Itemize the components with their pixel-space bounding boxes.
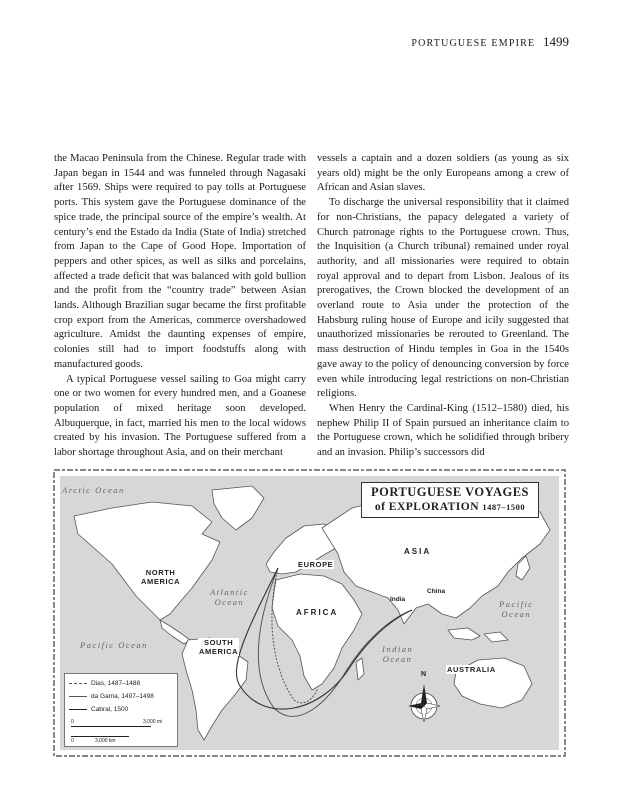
south-america-line1: SOUTH [203, 638, 234, 647]
atlantic-label-line2: Ocean [214, 597, 245, 607]
dias-route-swatch [69, 683, 87, 684]
asia-label: ASIA [404, 547, 432, 556]
south-america-line2: AMERICA [199, 647, 239, 656]
legend-cabral: Cabral, 1500 [91, 706, 129, 713]
running-head [411, 34, 569, 50]
scale-zero-mi: 0 [71, 719, 74, 725]
right-column [317, 152, 569, 461]
running-head-title: PORTUGUESE EMPIRE [411, 38, 536, 49]
legend-dias: Dias, 1487–1488 [91, 680, 141, 687]
pacific-ocean-east-label [499, 599, 534, 619]
pacific-ocean-west-label: Pacific Ocean [80, 640, 148, 650]
south-america-label [198, 638, 239, 656]
gama-route-swatch [69, 696, 87, 697]
page-number: 1499 [543, 34, 569, 49]
indian-ocean-label [382, 644, 413, 664]
scale-label-km: 3,000 km [95, 738, 116, 744]
arctic-ocean-label: Arctic Ocean [62, 485, 125, 495]
scale-bar-km [71, 736, 129, 737]
indian-label-line1: Indian [382, 644, 414, 654]
china-label: China [427, 588, 446, 595]
paragraph: A typical Portuguese vessel sailing to Goa might carry one or two women for every hundred men, and a Goanese population of mixed heritage soon developed. Albuquerque, in fact, married his men to the local widows created by his invasion. The Portuguese suffered from a labor shortage throughout Asia, and on their merchant [54, 373, 306, 459]
cabral-route-swatch [69, 709, 87, 710]
map-legend [64, 673, 178, 747]
map-title-years: 1487–1500 [482, 502, 526, 512]
indian-label-line2: Ocean [382, 654, 413, 664]
scale-zero-km: 0 [71, 738, 74, 744]
map-title-box [361, 482, 539, 518]
atlantic-label-line1: Atlantic [210, 587, 249, 597]
north-america-line1: NORTH [145, 568, 176, 577]
voyages-map [52, 468, 567, 758]
pacific-east-line2: Ocean [501, 609, 532, 619]
scale-bar-mi [71, 726, 151, 727]
left-column [54, 152, 306, 461]
paragraph: To discharge the universal responsibility that it claimed for non-Christians, the papacy delegated a variety of Church patronage rights to the Portuguese crown. Thus, the Inquisition (a Church tribunal) remained under royal authority, and all missionaries were required to obtain royal approval and to depart from Lisbon. Jealous of its prerogatives, the Crown blocked the development of an overland route to Asia under the protection of the Habsburg ruling house of Europe and icily suggested that unauthorized missionaries be rerouted to Greenland. The mass destruction of Hindu temples in Goa in the 1540s gave away to the policy of denouncing conversion by force even while introducing legal restrictions on non-Christian religions. [317, 197, 569, 400]
paragraph: vessels a captain and a dozen soldiers (as young as six years old) might be the only Europeans among a crew of African and Asian slaves. [317, 153, 569, 194]
australia-label: AUSTRALIA [447, 665, 496, 674]
compass-north-label: N [421, 671, 427, 678]
north-america-line2: AMERICA [141, 577, 181, 586]
india-label: India [390, 596, 406, 603]
europe-label: EUROPE [298, 560, 334, 569]
paragraph: When Henry the Cardinal-King (1512–1580) died, his nephew Philip II of Spain pursued an inheritance claim to the Portuguese crown, which he solidified through bribery and an invasion. Philip’s successors did [317, 402, 569, 459]
scale-label-mi: 3,000 mi [143, 719, 163, 725]
legend-gama: da Gama, 1497–1498 [91, 693, 154, 700]
pacific-east-line1: Pacific [499, 599, 534, 609]
map-title-line1: PORTUGUESE VOYAGES [370, 485, 529, 499]
africa-label: AFRICA [296, 608, 339, 617]
paragraph: the Macao Peninsula from the Chinese. Regular trade with Japan began in 1544 and was funneled through Nagasaki after 1569. Ships were required to pay tolls at Portuguese ports. This system gave the Portuguese dominance of the spice trade, the principal source of the empire’s wealth. At century’s end the Estado da India (State of India) stretched from Japan to the Cape of Good Hope. Importation of peppers and other spices, as well as silks and porcelains, affected a trade deficit that was balanced with gold bullion and the profit from the “country trade” between Asian lands. Although Brazilian sugar became the first profitable crop export from the Americas, commerce overshadowed agriculture. Amidst the daunting expenses of empire, colonies still had to import foodstuffs along with manufactured goods. [54, 153, 306, 370]
map-title-line2: of EXPLORATION [374, 501, 480, 513]
north-america-label [140, 568, 181, 586]
atlantic-ocean-label [210, 587, 249, 607]
